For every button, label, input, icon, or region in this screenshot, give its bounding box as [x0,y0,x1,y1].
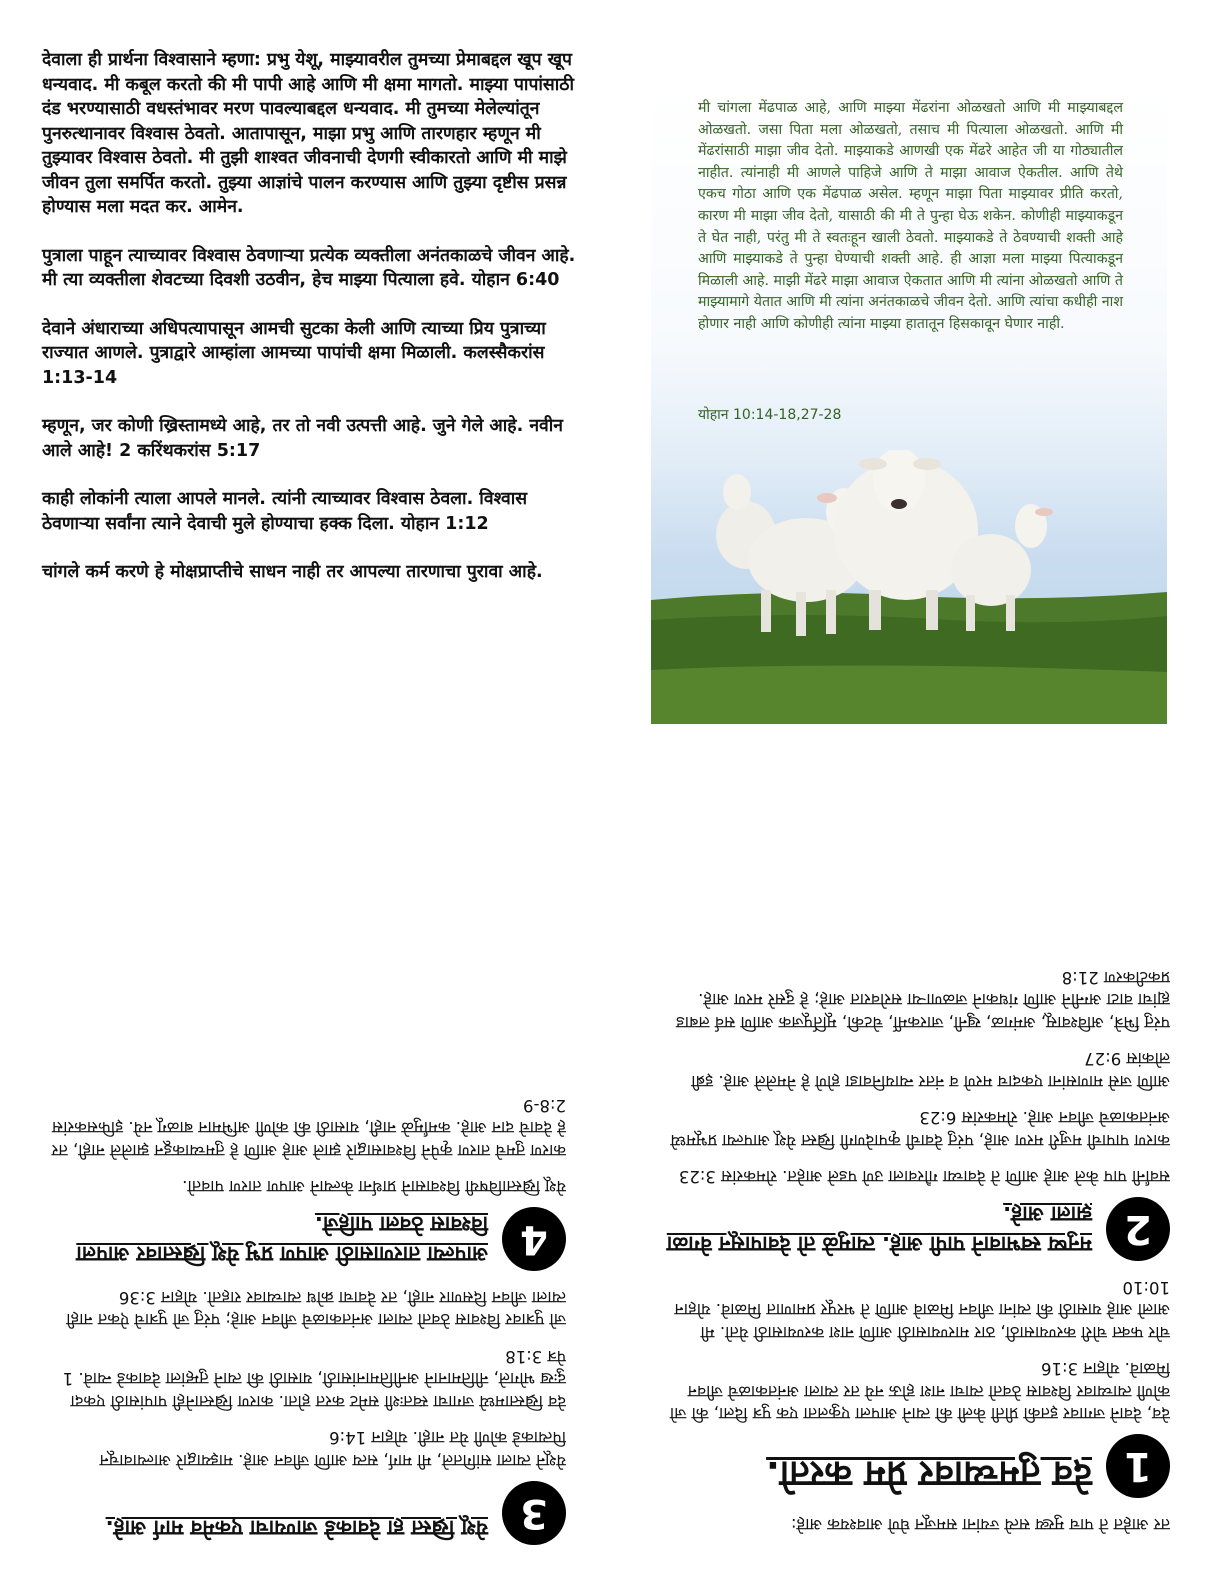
good-shepherd-reference: योहान 10:14-18,27-28 [698,407,842,423]
step-4-title: आपल्या तारणासाठी आपण प्रभु येशू ख्रिस्तावर आपला विश्वास ठेवला पाहिजे. [76,1212,488,1267]
step-2-heading [664,1198,1170,1262]
step-2-verse-romans-6-23: कारण पापाची मजुरी मरण आहे, परंतु देवाची कृपादेणगी ख्रिस्त येशू आपल्या प्रभूमध्ये अनंतकाळचे जीवन आहे. रोमकरांस 6:23 [670,1108,1170,1150]
step-2-verse-romans-3-23: सर्वांनी पाप केले आहे आणि ते देवाच्या गौरवाला उणे पडले आहेत. रोमकरांस 3:23 [678,1167,1170,1187]
verse-john-1-12: काही लोकांनी त्याला आपले मानले. त्यांनी त्याच्यावर विश्वास ठेवला. विश्वास ठेवणाऱ्या सर्वांना त्याने देवाची मुले होण्याचा हक्क दिला. योहान 1:12 [42,489,528,534]
step-number-badge: 1 [1106,1435,1170,1499]
step-3-verse-1-peter-3-18: देव ख्रिस्तामध्ये जगाचा स्वतःशी समेट करत होता. कारण ख्रिस्तानेही पापांसाठी एकदा दुःख भोगले, नीतिमानाने अनीतिमानांसाठी, यासाठी की त्याने तुम्हांला देवाकडे न्यावे. 1 पेत्र 3:18 [62,1347,566,1411]
good-works-statement: चांगले कर्म करणे हे मोक्षप्राप्तीचे साधन नाही तर आपल्या तारणाचा पुरावा आहे. [42,562,543,582]
step-3-heading [42,1481,566,1545]
good-shepherd-quote: मी चांगला मेंढपाळ आहे, आणि माझ्या मेंढरांना ओळखतो आणि मी माझ्याबद्दल ओळखतो. जसा पिता मला ओळखतो, तसाच मी पित्याला ओळखतो. आणि मी मेंढरांसाठी माझा जीव देतो. माझ्याकडे आणखी एक मेंढरे आहेत जी या गोठ्यातील नाहीत. त्यांनाही मी आणले पाहिजे आणि ते माझा आवाज ऐकतील. आणि तेथे एकच गोठा आणि एक मेंढपाळ असेल. म्हणून माझा पिता माझ्यावर प्रीति करतो, कारण मी माझा जीव देतो, यासाठी की मी ते पुन्हा घेऊ शकेन. कोणीही माझ्याकडून ते घेत नाही, परंतु मी ते स्वतःहून खाली ठेवतो. माझ्याकडे ते ठेवण्याची शक्ती आहे आणि माझ्याकडे ते पुन्हा घेण्याची शक्ती आहे. ही आज्ञा मला माझ्या पित्याकडून मिळाली आहे. माझी मेंढरे माझा आवाज ऐकतात आणि मी त्यांना ओळखतो आणि ते माझ्यामागे येतात आणि मी त्यांना अनंतकाळचे जीवन देतो. आणि त्यांचा कधीही नाश होणार नाही आणि कोणीही त्यांना माझ्या हातातून हिसकावून घेणार नाही. [698,100,1123,332]
step-3-verse-john-14-6: येशूने त्याला सांगितले, मी मार्ग, सत्य आणि जीवन आहे. माझ्याद्वारे आल्यावाचून पित्याकडे कोणी येत नाही. योहान 14:6 [99,1428,566,1470]
good-shepherd-panel [651,90,1167,724]
prayer-paragraph: देवाला ही प्रार्थना विश्वासाने म्हणा: प्रभु येशू, माझ्यावरील तुमच्या प्रेमाबद्दल खूप खूप धन्यवाद. मी कबूल करतो की मी पापी आहे आणि मी क्षमा मागतो. माझ्या पापांसाठी दंड भरण्यासाठी वधस्तंभावर मरण पावल्याबद्दल धन्यवाद. मी तुमच्या मेलेल्यांतून पुनरुत्थानावर विश्वास ठेवतो. आतापासून, माझा प्रभु आणि तारणहार म्हणून मी तुझ्यावर विश्वास ठेवतो. मी तुझी शाश्वत जीवनाची देणगी स्वीकारतो आणि मी माझे जीवन तुला समर्पित करतो. तुझ्या आज्ञांचे पालन करण्यास आणि तुझ्या दृष्टीस प्रसन्न होण्यास मला मदत कर. आमेन. [42,50,574,217]
step-1-title: देव तुमच्यावर प्रेम करतो. [766,1453,1092,1495]
step-number-badge: 2 [1106,1198,1170,1262]
step-1-verse-john-3-16: देव, देवाने जगावर इतकी प्रीती केली की त्याने आपला एकुलता एक पुत्र दिला, की जो कोणी त्याच्यावर विश्वास ठेवतो त्याचा नाश होऊ नये तर त्याला अनंतकाळचे जीवन मिळावे. योहान 3:16 [669,1359,1170,1424]
prayer-panel [42,48,582,609]
verse-colossians-1-13: देवाने अंधाराच्या अधिपत्यापासून आमची सुटका केली आणि त्याच्या प्रिय पुत्राच्या राज्यात आणले. पुत्राद्वारे आम्हांला आमच्या पापांची क्षमा मिळाली. कलस्सैकरांस 1:13-14 [42,318,546,388]
step-4-heading [42,1208,566,1272]
verse-2-corinthians-5-17: म्हणून, जर कोणी ख्रिस्तामध्ये आहे, तर तो नवी उत्पत्ती आहे. जुने गेले आहे. नवीन आले आहे! 2 करिंथकरांस 5:17 [42,416,564,461]
step-number-badge: 4 [502,1208,566,1272]
step-4-verse-ephesians-2-8: कारण तुमचे तारण कृपेने विश्वासाद्वारे झाले आहे आणि हे तुमच्याकडून झालेले नाही, तर हे देवाचे दान आहे. कर्मांमुळे नाही, यासाठी की कोणी अभिमान बाळगू नये. इफिसकरांस 2:8-9 [51,1096,566,1160]
step-number-badge: 3 [502,1481,566,1545]
verse-john-6-40: पुत्राला पाहून त्याच्यावर विश्वास ठेवणाऱ्या प्रत्येक व्यक्तीला अनंतकाळचे जीवन आहे. मी त्या व्यक्तीला शेवटच्या दिवशी उठवीन, हेच माझ्या पित्याला हवे. योहान 6:40 [42,245,576,290]
step-2-verse-revelation-21-8: परंतु भित्रे, अविश्वासू, अमंगळ, खुनी, जारकर्मी, चेटकी, मूर्तिपूजक आणि सर्व लबाड ह्यांचा वाटा अग्नीने आणि गंधकाने जळणाऱ्या सरोवरात आहे; हे दुसरे मरण आहे. प्रकटीकरण 21:8 [675,968,1170,1032]
step-1-verse-john-10-10: चोर फक्त चोरी करण्यासाठी, ठार मारण्यासाठी आणि नाश करण्यासाठी येतो. मी आलो आहे यासाठी की त्यांना जीवन मिळावे आणि ते भरपूर प्रमाणात मिळावे. योहान 10:10 [674,1278,1170,1342]
step-3-verse-john-3-36: जो पुत्रावर विश्वास ठेवतो त्याला अनंतकाळचे जीवन आहे; परंतु जो पुत्राचे ऐकत नाही त्याला जीवन दिसणार नाही, तर देवाचा क्रोध त्याच्यावर राहतो. योहान 3:36 [66,1288,566,1330]
five-truths-intro: तर आहेत ते पाच मुख्य सत्ये ज्यांना समजून घेणे आवश्यक आहे: [790,1515,1170,1534]
step-4-prayer-note: येशू ख्रिस्ताविषयी विश्वासाने प्रार्थना केल्याने आपण तारण पावतो. [182,1177,566,1197]
step-2-title: मनुष्य स्वभावाने पापी आहे. त्यामुळे तो देवापासून वेगळा झाला आहे. [666,1202,1092,1257]
sheep-on-grass-photo [651,450,1167,724]
step-1-heading [664,1435,1170,1499]
step-3-title: येशू ख्रिस्त हा देवाकडे जाण्याचा एकमेव मार्ग आहे. [105,1516,488,1540]
step-2-verse-hebrews-9-27: आणि जसे माणसांना एकदाच मरणे व नंतर न्यायनिवाडा होणे हे नेमलेले आहे. इब्री लोकांस 9:27 [691,1049,1170,1091]
booklet-page-steps-3-4 [42,845,566,1545]
booklet-page-steps-1-2 [664,845,1170,1535]
